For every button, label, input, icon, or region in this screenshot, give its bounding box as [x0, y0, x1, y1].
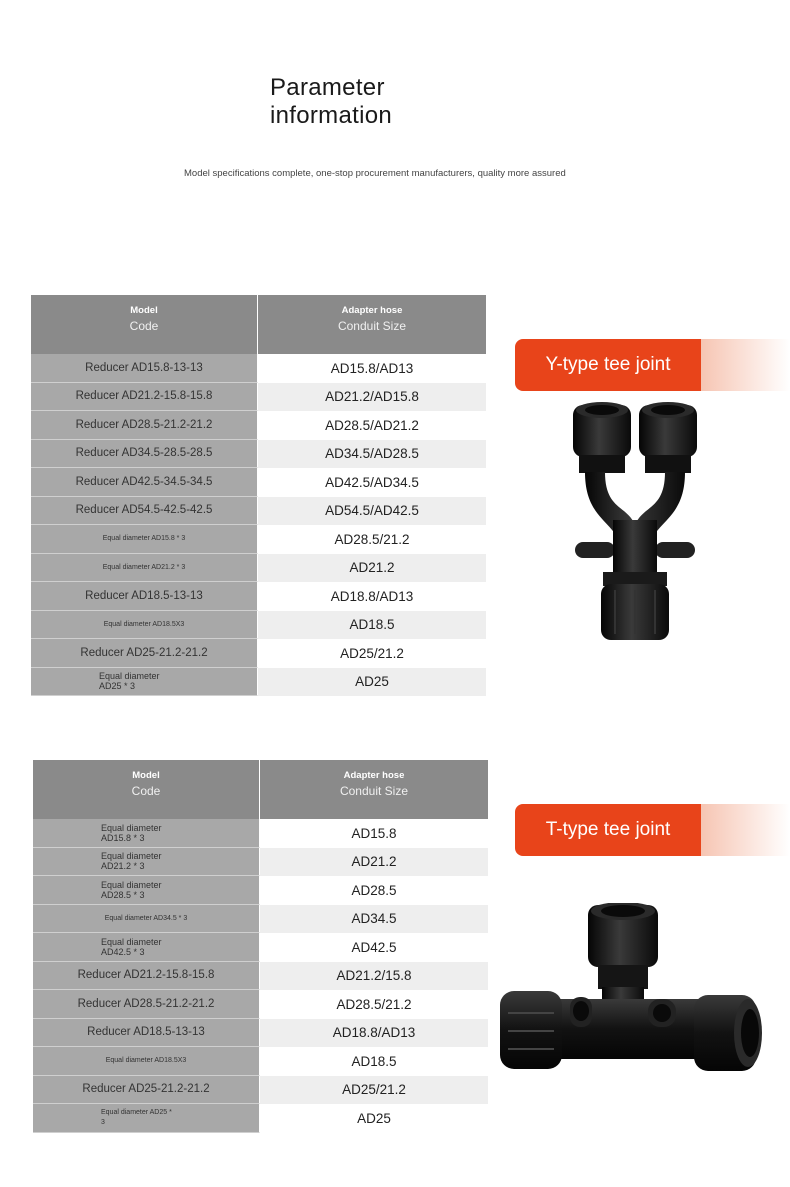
table-row: Reducer AD21.2-15.8-15.8 AD21.2/15.8 — [33, 962, 488, 991]
table-row: Reducer AD15.8-13-13 AD15.8/AD13 — [31, 354, 486, 383]
table-row: Reducer AD42.5-34.5-34.5 AD42.5/AD34.5 — [31, 468, 486, 497]
y-type-badge: Y-type tee joint — [515, 339, 790, 391]
spec-table-t-type — [33, 760, 488, 1133]
table-header — [31, 295, 486, 354]
table-row: Equal diameter AD18.5X3 AD18.5 — [31, 611, 486, 640]
header-model-code: Model Code — [31, 295, 258, 354]
table-row: Equal diameter AD25 * 3 AD25 — [33, 1104, 488, 1133]
page-title — [270, 74, 392, 130]
t-type-badge: T-type tee joint — [515, 804, 790, 856]
table-row: Reducer AD21.2-15.8-15.8 AD21.2/AD15.8 — [31, 383, 486, 412]
title-line-1: Parameter — [270, 74, 385, 101]
title-line-2: information — [270, 102, 393, 129]
table-row: Reducer AD25-21.2-21.2 AD25/21.2 — [31, 639, 486, 668]
t-tee-joint-illustration — [498, 903, 768, 1093]
page-subtitle: Model specifications complete, one-stop procurement manufacturers, quality more assured — [184, 168, 566, 179]
table-row: Equal diameter AD34.5 * 3 AD34.5 — [33, 905, 488, 934]
y-tee-joint-illustration — [565, 400, 705, 645]
table-row: Reducer AD18.5-13-13 AD18.8/AD13 — [33, 1019, 488, 1048]
table-row: Reducer AD18.5-13-13 AD18.8/AD13 — [31, 582, 486, 611]
table-header — [33, 760, 488, 819]
table-row: Equal diameter AD15.8 * 3 AD28.5/21.2 — [31, 525, 486, 554]
table-row: Equal diameter AD21.2 * 3 AD21.2 — [33, 848, 488, 877]
table-row: Equal diameter AD42.5 * 3 AD42.5 — [33, 933, 488, 962]
table-row: Reducer AD25-21.2-21.2 AD25/21.2 — [33, 1076, 488, 1105]
table-row: Equal diameter AD25 * 3 AD25 — [31, 668, 486, 697]
table-row: Reducer AD28.5-21.2-21.2 AD28.5/21.2 — [33, 990, 488, 1019]
header-conduit-size: Adapter hose Conduit Size — [258, 295, 486, 354]
table-row: Equal diameter AD28.5 * 3 AD28.5 — [33, 876, 488, 905]
table-row: Reducer AD34.5-28.5-28.5 AD34.5/AD28.5 — [31, 440, 486, 469]
header-model-code: Model Code — [33, 760, 260, 819]
table-row: Reducer AD54.5-42.5-42.5 AD54.5/AD42.5 — [31, 497, 486, 526]
table-row: Equal diameter AD18.5X3 AD18.5 — [33, 1047, 488, 1076]
header-conduit-size: Adapter hose Conduit Size — [260, 760, 488, 819]
table-row: Equal diameter AD15.8 * 3 AD15.8 — [33, 819, 488, 848]
table-row: Reducer AD28.5-21.2-21.2 AD28.5/AD21.2 — [31, 411, 486, 440]
table-row: Equal diameter AD21.2 * 3 AD21.2 — [31, 554, 486, 583]
spec-table-y-type — [31, 295, 486, 696]
